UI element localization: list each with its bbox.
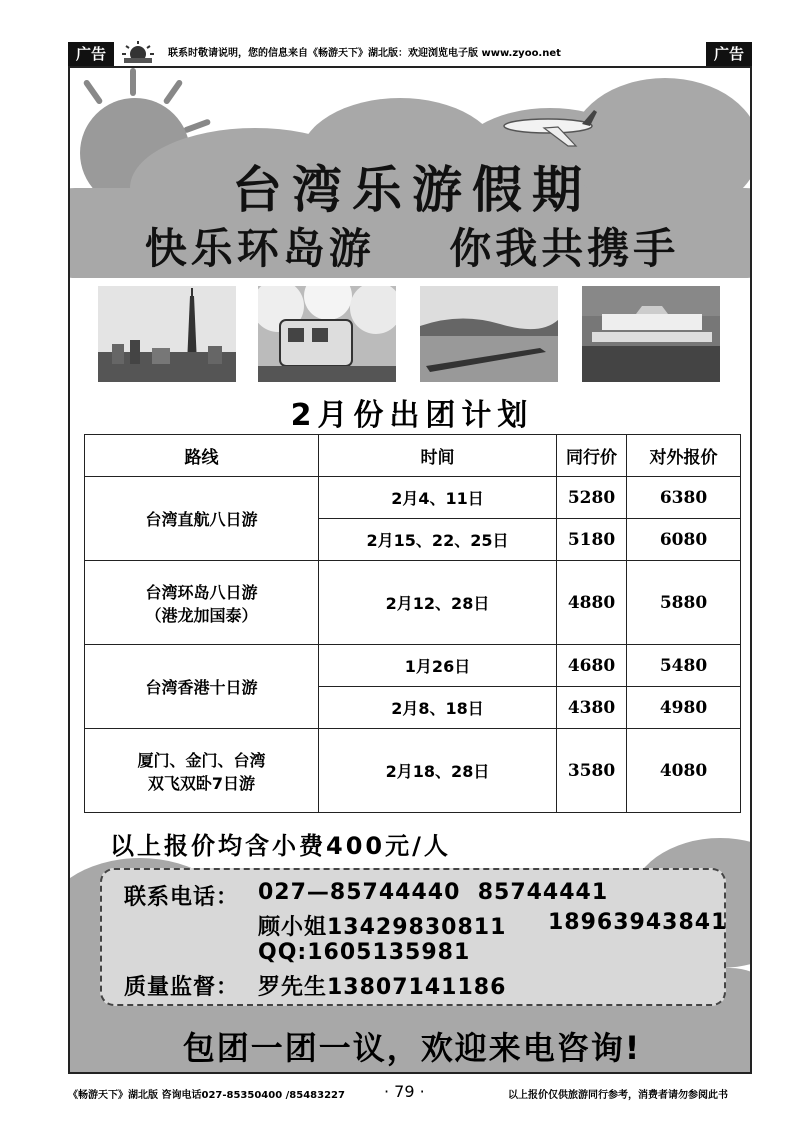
- peer-price-cell: 4680: [557, 645, 627, 687]
- route-cell: 台湾香港十日游: [85, 645, 319, 729]
- public-price-cell: 5880: [627, 561, 741, 645]
- table-row: [85, 561, 741, 645]
- tour-schedule-table: [84, 434, 741, 813]
- header-peer-price: 同行价: [557, 435, 627, 477]
- header-note: 联系时敬请说明，您的信息来自《畅游天下》湖北版：欢迎浏览电子版 www.zyoo.net: [168, 48, 561, 59]
- header-public-price: 对外报价: [627, 435, 741, 477]
- route-line: （港龙加国泰）: [145, 605, 258, 625]
- footer-right: 以上报价仅供旅游同行参考，消费者请勿参阅此书: [508, 1090, 728, 1101]
- public-price-cell: 4980: [627, 687, 741, 729]
- quality-label: 质量监督：: [124, 975, 240, 1000]
- header-date: 时间: [319, 435, 557, 477]
- date-cell: 2月12、28日: [319, 561, 557, 645]
- peer-price-cell: 5280: [557, 477, 627, 519]
- public-price-cell: 5480: [627, 645, 741, 687]
- contact-person: 顾小姐13429830811: [258, 915, 507, 940]
- plan-title: 2月份出团计划: [290, 398, 534, 433]
- airplane-icon: [498, 106, 598, 150]
- photo-palace-museum: [582, 286, 720, 382]
- slogan: 包团一团一议，欢迎来电咨询!: [182, 1029, 642, 1067]
- ad-label-left: 广告: [68, 42, 114, 66]
- peer-price-cell: 4880: [557, 561, 627, 645]
- public-price-cell: 6380: [627, 477, 741, 519]
- route-line: 台湾环岛八日游: [145, 582, 258, 602]
- contact-mobile-2: 18963943841: [548, 910, 728, 935]
- date-cell: 2月18、28日: [319, 729, 557, 813]
- public-price-cell: 4080: [627, 729, 741, 813]
- table-header-row: [85, 435, 741, 477]
- date-cell: 1月26日: [319, 645, 557, 687]
- peer-price-cell: 3580: [557, 729, 627, 813]
- contact-box: [100, 868, 726, 1006]
- route-line: 双飞双卧7日游: [147, 773, 256, 793]
- price-note: 以上报价均含小费400元/人: [110, 832, 451, 860]
- phone-numbers: 027—85744440 85744441: [258, 880, 609, 905]
- route-cell: 台湾直航八日游: [85, 477, 319, 561]
- peer-price-cell: 4380: [557, 687, 627, 729]
- photo-alishan-train: [258, 286, 396, 382]
- photo-taipei-101: [98, 286, 236, 382]
- date-cell: 2月15、22、25日: [319, 519, 557, 561]
- ad-label-right: 广告: [706, 42, 752, 66]
- header-route: 路线: [85, 435, 319, 477]
- photo-sun-moon-lake: [420, 286, 558, 382]
- qq-number: QQ:1605135981: [258, 940, 471, 965]
- page-subtitle: 快乐环岛游 你我共携手: [144, 224, 680, 273]
- page-number: · 79 ·: [384, 1082, 425, 1101]
- date-cell: 2月4、11日: [319, 477, 557, 519]
- ad-frame: [68, 66, 752, 1074]
- date-cell: 2月8、18日: [319, 687, 557, 729]
- page-title: 台湾乐游假期: [232, 161, 592, 219]
- table-row: [85, 645, 741, 687]
- route-cell: [85, 561, 319, 645]
- phone-label: 联系电话：: [124, 885, 240, 910]
- route-line: 厦门、金门、台湾: [137, 750, 266, 770]
- route-cell: [85, 729, 319, 813]
- quality-contact: 罗先生13807141186: [258, 975, 507, 1000]
- table-row: [85, 477, 741, 519]
- footer-left: 《畅游天下》湖北版 咨询电话027-85350400 /85483227: [68, 1090, 345, 1101]
- peer-price-cell: 5180: [557, 519, 627, 561]
- sun-logo-icon: [118, 40, 158, 64]
- public-price-cell: 6080: [627, 519, 741, 561]
- table-row: [85, 729, 741, 813]
